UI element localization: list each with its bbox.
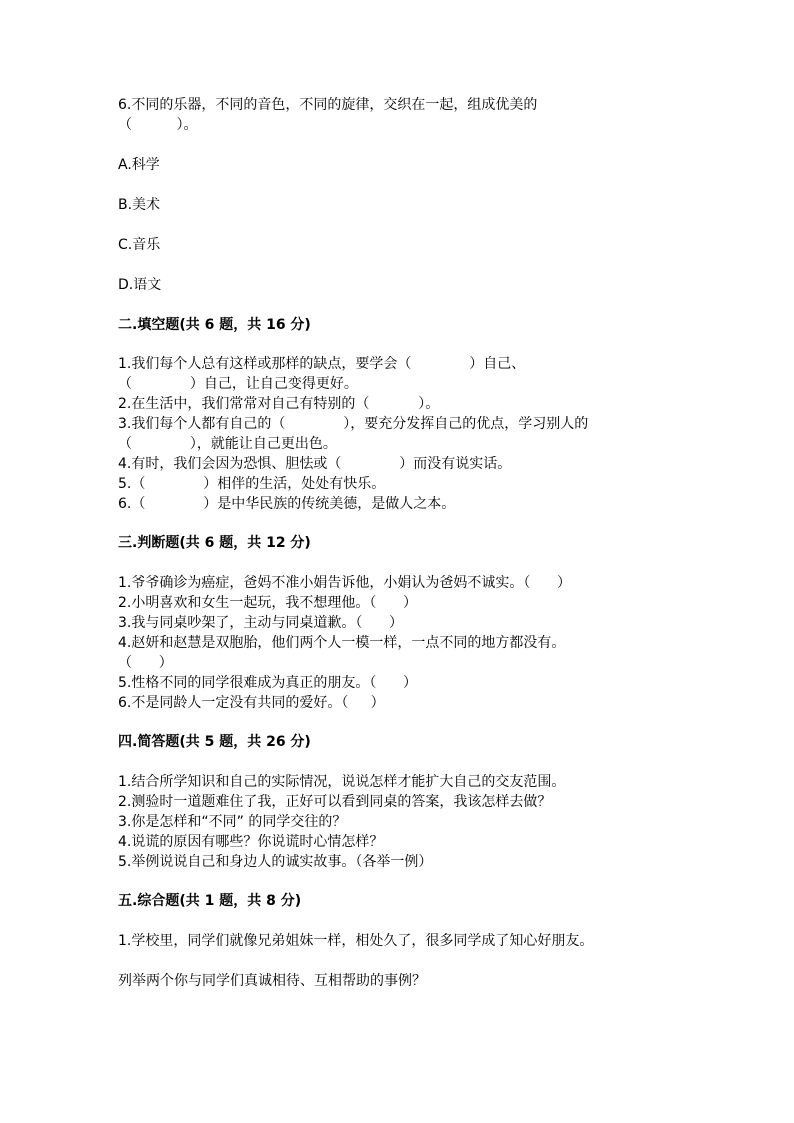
option-a: A.科学	[118, 157, 160, 173]
section-4-questions	[118, 772, 678, 872]
question-6	[118, 95, 678, 135]
comprehensive-question-1: 1.学校里，同学们就像兄弟姐妹一样，相处久了，很多同学成了知心好朋友。	[118, 933, 594, 949]
fill-question-line: 2.在生活中，我们常常对自己有特别的（ ）。	[118, 396, 440, 412]
question-6-text: 6.不同的乐器，不同的音色，不同的旋律，交织在一起，组成优美的	[118, 97, 538, 113]
judge-question-line: 5.性格不同的同学很难成为真正的朋友。（ ）	[118, 675, 418, 691]
section-2-questions	[118, 354, 678, 514]
fill-question-line: 3.我们每个人都有自己的（ ），要充分发挥自己的优点，学习别人的	[118, 416, 589, 432]
option-c: C.音乐	[118, 237, 161, 253]
fill-question-line: （ ）自己，让自己变得更好。	[118, 376, 358, 392]
question-6-blank: （ ）。	[118, 117, 198, 133]
short-answer-question: 1.结合所学知识和自己的实际情况，说说怎样才能扩大自己的交友范围。	[118, 774, 566, 790]
judge-question-line: （ ）	[118, 655, 173, 671]
fill-question-line: 5.（ ）相伴的生活，处处有快乐。	[118, 476, 386, 492]
judge-question-line: 4.赵妍和赵慧是双胞胎，他们两个人一模一样，一点不同的地方都没有。	[118, 635, 566, 651]
section-4-heading: 四.简答题(共 5 题，共 26 分)	[118, 734, 311, 750]
section-3-questions	[118, 573, 678, 713]
section-3-heading: 三.判断题(共 6 题，共 12 分)	[118, 535, 311, 551]
section-2-heading: 二.填空题(共 6 题，共 16 分)	[118, 317, 311, 333]
option-d: D.语文	[118, 277, 162, 293]
comprehensive-question-1-prompt: 列举两个你与同学们真诚相待、互相帮助的事例？	[118, 973, 426, 989]
section-5-heading: 五.综合题(共 1 题，共 8 分)	[118, 893, 302, 909]
fill-question-line: 1.我们每个人总有这样或那样的缺点，要学会（ ）自己、	[118, 356, 526, 372]
short-answer-question: 5.举例说说自己和身边人的诚实故事。（各举一例）	[118, 854, 433, 870]
judge-question-line: 3.我与同桌吵架了，主动与同桌道歉。（ ）	[118, 615, 404, 631]
fill-question-line: 4.有时，我们会因为恐惧、胆怯或（ ）而没有说实话。	[118, 456, 512, 472]
fill-question-line: （ ），就能让自己更出色。	[118, 436, 337, 452]
fill-question-line: 6.（ ）是中华民族的传统美德，是做人之本。	[118, 496, 456, 512]
short-answer-question: 2.测验时一道题难住了我，正好可以看到同桌的答案，我该怎样去做？	[118, 794, 552, 810]
option-b: B.美术	[118, 197, 161, 213]
short-answer-question: 4.说谎的原因有哪些？你说谎时心情怎样？	[118, 834, 384, 850]
judge-question-line: 1.爷爷确诊为癌症，爸妈不准小娟告诉他，小娟认为爸妈不诚实。（ ）	[118, 575, 572, 591]
judge-question-line: 2.小明喜欢和女生一起玩，我不想理他。（ ）	[118, 595, 418, 611]
judge-question-line: 6.不是同龄人一定没有共同的爱好。（ ）	[118, 695, 385, 711]
question-6-options	[118, 155, 678, 295]
short-answer-question: 3.你是怎样和“不同” 的同学交往的？	[118, 814, 347, 830]
exam-page	[118, 95, 678, 991]
